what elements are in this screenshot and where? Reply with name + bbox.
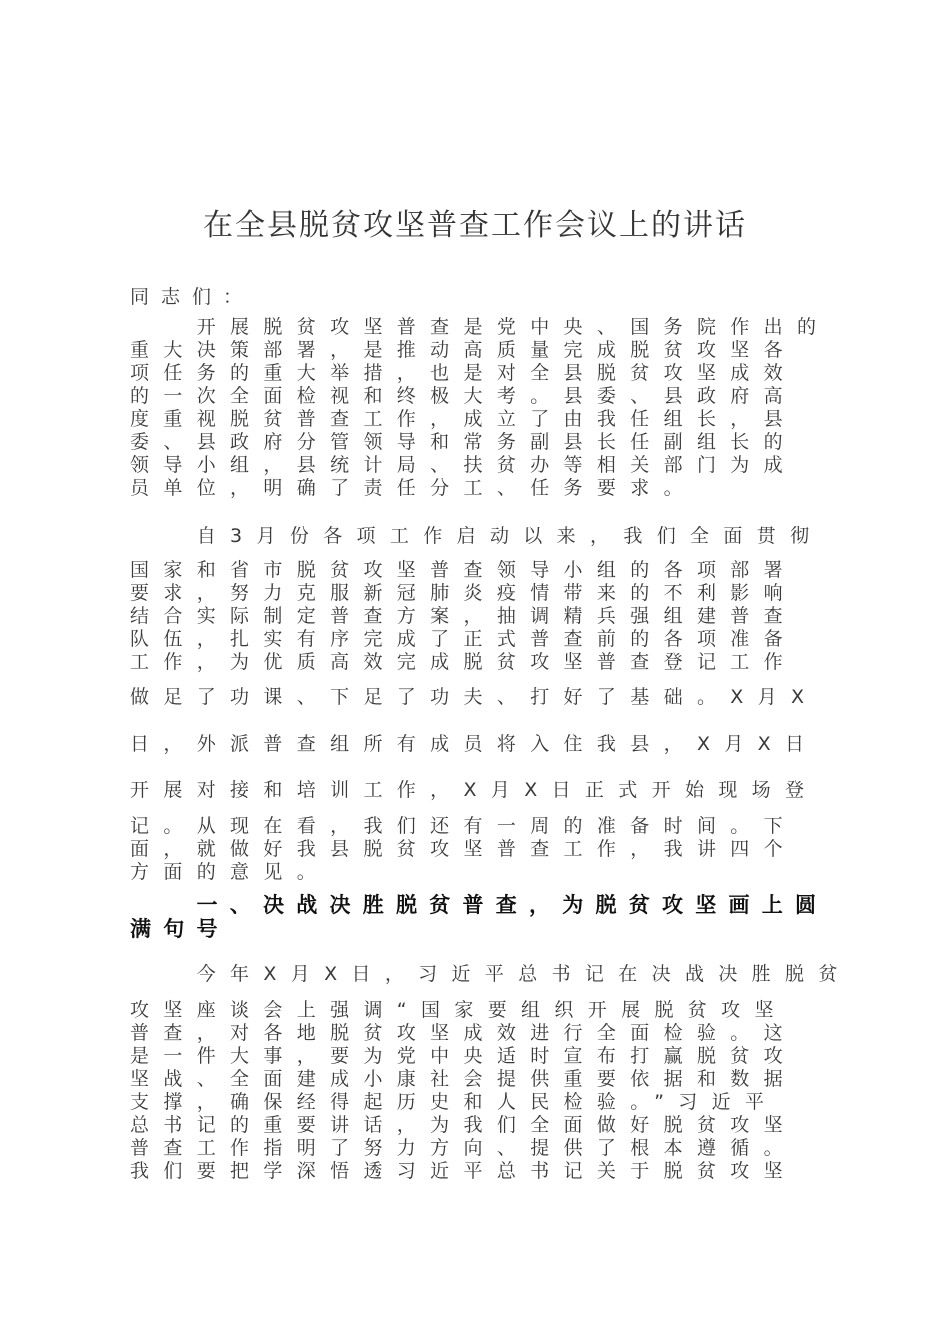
paragraph-line: 普查，对各地脱贫攻坚成效进行全面检验。这: [130, 1022, 798, 1044]
salutation: 同志们：: [130, 286, 255, 308]
paragraph-line: 队伍，扎实有序完成了正式普查前的各项准备: [130, 628, 798, 650]
paragraph-line: 开展对接和培训工作，X月X日正式开始现场登: [130, 779, 819, 801]
paragraph-line: 结合实际制定普查方案，抽调精兵强组建普查: [130, 605, 798, 627]
section-heading-line: 一、决战决胜脱贫普查，为脱贫攻坚画上圆: [130, 893, 829, 917]
section-heading-line: 满句号: [130, 917, 230, 941]
document-title: 在全县脱贫攻坚普查工作会议上的讲话: [203, 208, 747, 243]
paragraph-line: 面，就做好我县脱贫攻坚普查工作，我讲四个: [130, 838, 798, 860]
paragraph-line: 日，外派普查组所有成员将入住我县，X月X日: [130, 733, 819, 755]
paragraph-line: 我们要把学深悟透习近平总书记关于脱贫攻坚: [130, 1160, 798, 1182]
paragraph-line: 工作，为优质高效完成脱贫攻坚普查登记工作: [130, 651, 798, 673]
paragraph-line: 自3月份各项工作启动以来，我们全面贯彻: [130, 525, 824, 547]
paragraph-line: 攻坚座谈会上强调“国家要组织开展脱贫攻坚: [130, 999, 788, 1021]
paragraph-line: 重大决策部署，是推动高质量完成脱贫攻坚各: [130, 339, 798, 361]
paragraph-line: 支撑，确保经得起历史和人民检验。”习近平: [130, 1091, 779, 1113]
paragraph-line: 国家和省市脱贫攻坚普查领导小组的各项部署: [130, 559, 798, 581]
paragraph-line: 的一次全面检视和终极大考。县委、县政府高: [130, 385, 798, 407]
paragraph-line: 委、县政府分管领导和常务副县长任副组长的: [130, 431, 798, 453]
paragraph-line: 做足了功课、下足了功夫、打好了基础。X月X: [130, 686, 819, 708]
paragraph-line: 是一件大事，要为党中央适时宣布打赢脱贫攻: [130, 1045, 798, 1067]
paragraph-line: 要求，努力克服新冠肺炎疫情带来的不利影响: [130, 582, 798, 604]
paragraph-line: 员单位，明确了责任分工、任务要求。: [130, 477, 697, 499]
paragraph-line: 领导小组，县统计局、扶贫办等相关部门为成: [130, 454, 798, 476]
paragraph-line: 度重视脱贫普查工作，成立了由我任组长，县: [130, 408, 798, 430]
paragraph-line: 项任务的重大举措，也是对全县脱贫攻坚成效: [130, 362, 798, 384]
paragraph-line: 坚战、全面建成小康社会提供重要依据和数据: [130, 1068, 798, 1090]
paragraph-line: 总书记的重要讲话，为我们全面做好脱贫攻坚: [130, 1114, 798, 1136]
paragraph-line: 开展脱贫攻坚普查是党中央、国务院作出的: [130, 316, 831, 338]
paragraph-line: 今年X月X日，习近平总书记在决战决胜脱贫: [130, 963, 852, 985]
paragraph-line: 记。从现在看，我们还有一周的准备时间。下: [130, 815, 798, 837]
paragraph-line: 普查工作指明了努力方向、提供了根本遵循。: [130, 1137, 798, 1159]
paragraph-line: 方面的意见。: [130, 861, 331, 883]
